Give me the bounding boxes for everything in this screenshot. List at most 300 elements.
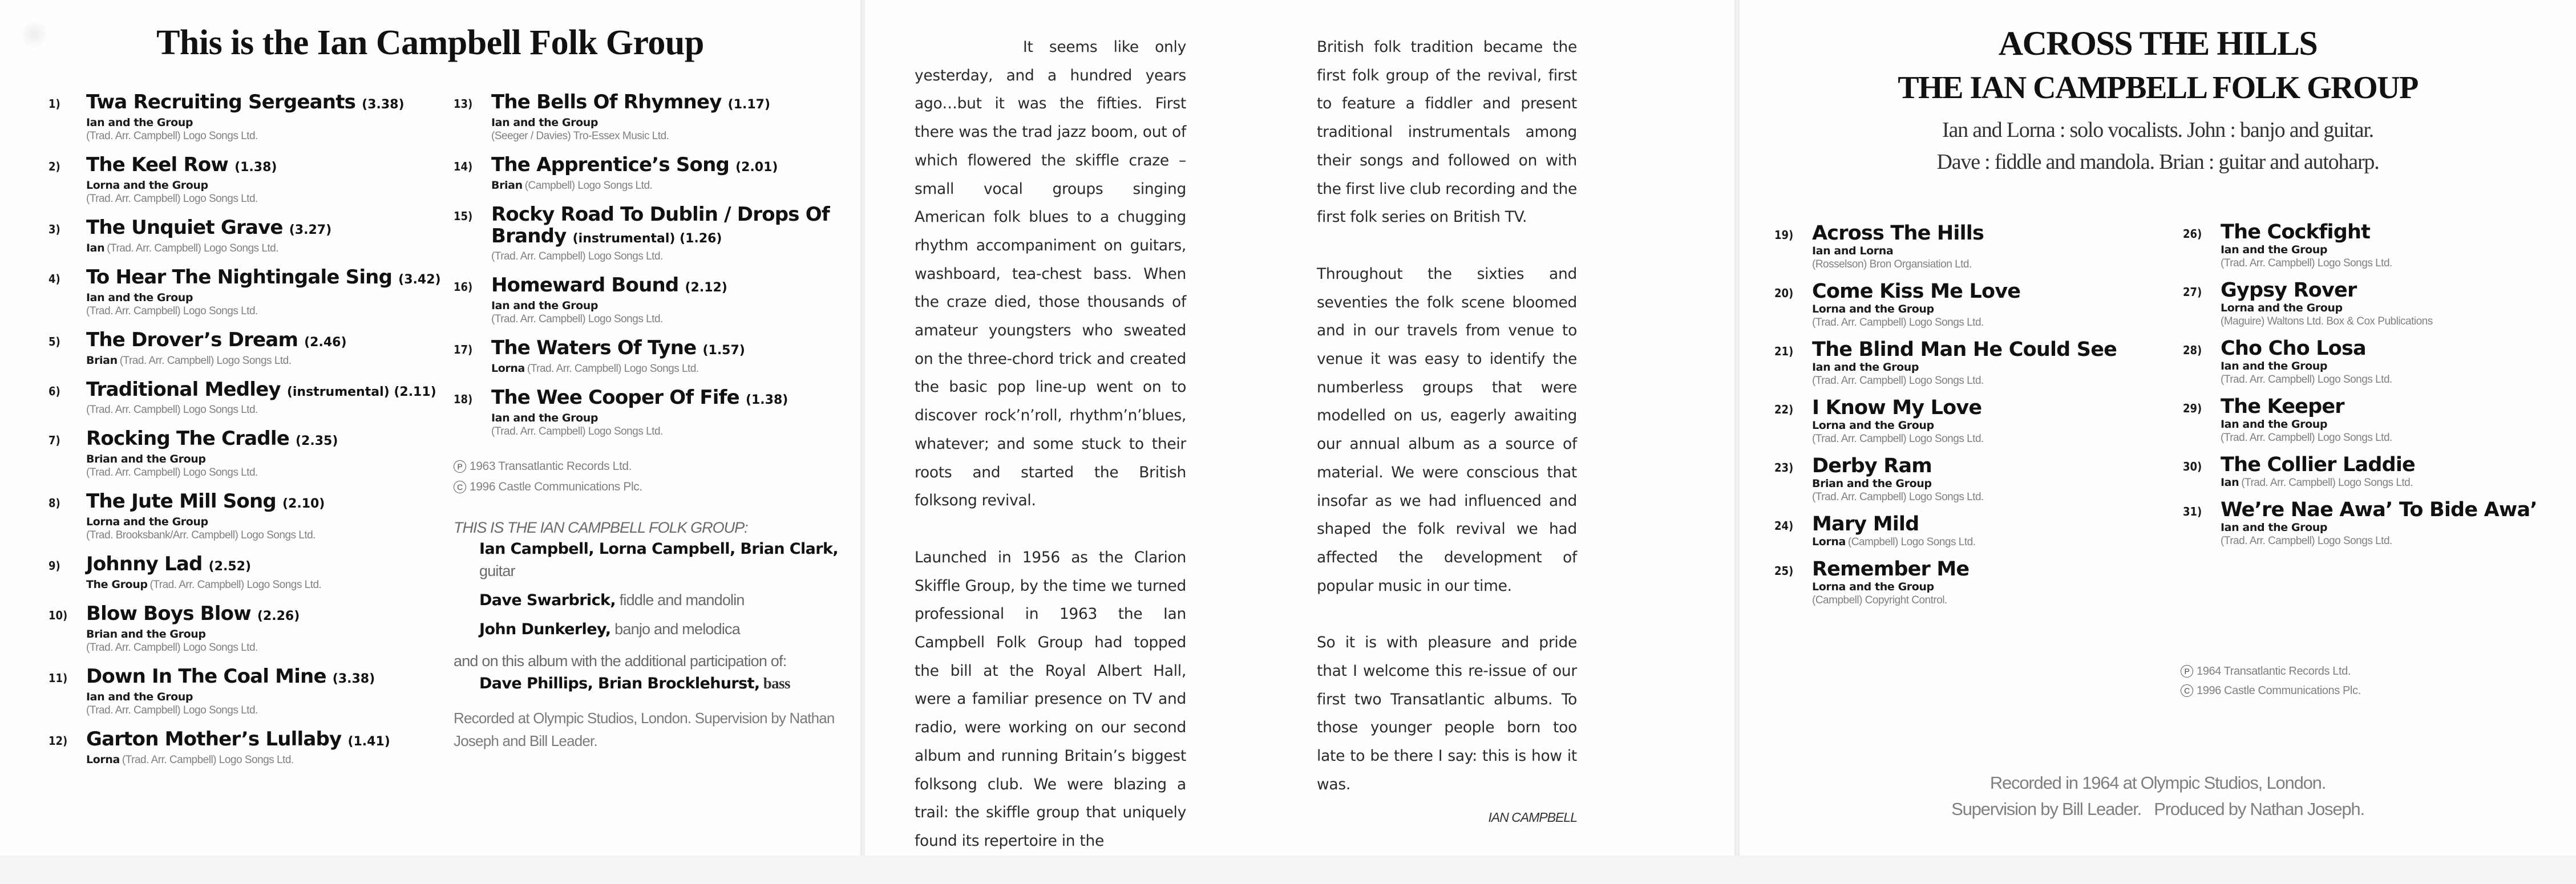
track-credit-line bbox=[491, 250, 853, 263]
group-lineup bbox=[454, 519, 853, 752]
track-number: 28) bbox=[2183, 343, 2202, 357]
track-performer: Brian and the Group bbox=[1812, 477, 1932, 490]
track-number: 14) bbox=[454, 160, 473, 173]
track-title: Remember Me bbox=[1812, 558, 1970, 581]
track-title: Traditional Medley bbox=[86, 378, 281, 401]
track-title: Come Kiss Me Love bbox=[1812, 280, 2021, 303]
track-publishing-credit: (Trad. Brooksbank/Arr. Campbell) Logo Songs Ltd. bbox=[86, 529, 316, 541]
track-performer-line bbox=[1812, 302, 2174, 316]
track-item bbox=[48, 603, 442, 655]
copyright-block bbox=[454, 456, 642, 497]
track-title: The Waters Of Tyne bbox=[491, 336, 697, 359]
track-duration: (3.38) bbox=[332, 672, 375, 686]
track-performer: Lorna and the Group bbox=[1812, 419, 1934, 432]
track-credit-line bbox=[2221, 315, 2571, 329]
tracklist-column bbox=[1774, 222, 2174, 617]
track-number: 18) bbox=[454, 392, 473, 406]
track-performer: Ian and the Group bbox=[491, 299, 598, 312]
track-credits-line bbox=[491, 362, 853, 376]
track-duration: (2.01) bbox=[735, 160, 778, 175]
track-number: 6) bbox=[48, 384, 60, 398]
track-title-line bbox=[1812, 222, 2174, 244]
track-credit-line bbox=[2221, 257, 2571, 270]
member-role: guitar bbox=[479, 562, 515, 579]
track-performer: Lorna and the Group bbox=[2221, 302, 2343, 314]
track-title: The Apprentice’s Song bbox=[491, 153, 730, 176]
track-credit-line bbox=[491, 425, 853, 439]
track-performer-line bbox=[491, 116, 853, 129]
member-names: Dave Swarbrick, bbox=[479, 591, 616, 609]
track-title: The Unquiet Grave bbox=[86, 216, 283, 239]
track-credit-line bbox=[86, 704, 442, 717]
track-credit-line bbox=[1812, 258, 2174, 271]
track-title-line bbox=[86, 379, 442, 403]
track-duration: (2.35) bbox=[296, 434, 338, 448]
track-item bbox=[48, 379, 442, 417]
track-publishing-credit: (Campbell) Logo Songs Ltd. bbox=[524, 180, 653, 192]
track-publishing-credit: (Trad. Arr. Campbell) Logo Songs Ltd. bbox=[107, 242, 279, 254]
track-performer: Brian and the Group bbox=[86, 628, 206, 640]
track-number: 17) bbox=[454, 343, 473, 356]
track-number: 13) bbox=[454, 97, 473, 111]
track-title: Down In The Coal Mine bbox=[86, 665, 326, 688]
track-duration: (1.41) bbox=[347, 735, 390, 749]
track-item bbox=[48, 428, 442, 480]
track-title-line bbox=[1812, 397, 2174, 419]
track-publishing-credit: (Trad. Arr. Campbell) Logo Songs Ltd. bbox=[86, 193, 258, 205]
track-number: 19) bbox=[1774, 228, 1794, 242]
track-performer: Ian bbox=[86, 242, 105, 254]
track-item bbox=[48, 91, 442, 143]
track-credit-line bbox=[491, 313, 853, 326]
track-title-line bbox=[491, 91, 853, 116]
track-performer: Ian and the Group bbox=[491, 116, 598, 129]
track-title: Rocking The Cradle bbox=[86, 427, 289, 450]
track-title-line bbox=[86, 553, 442, 578]
track-title-line bbox=[86, 603, 442, 627]
track-credit-line bbox=[86, 129, 442, 143]
track-item bbox=[2183, 454, 2571, 490]
track-number: 20) bbox=[1774, 286, 1794, 300]
track-item bbox=[454, 154, 853, 193]
track-credits-line bbox=[86, 753, 442, 767]
track-publishing-credit: (Trad. Arr. Campbell) Logo Songs Ltd. bbox=[86, 467, 258, 479]
track-number: 16) bbox=[454, 280, 473, 294]
track-title: The Keeper bbox=[2221, 395, 2344, 418]
member-role: banjo and melodica bbox=[610, 621, 740, 638]
track-item bbox=[1774, 397, 2174, 446]
track-performer: Lorna bbox=[1812, 536, 1846, 548]
track-title-line bbox=[2221, 499, 2571, 521]
track-item bbox=[1774, 513, 2174, 549]
track-title-line bbox=[491, 204, 853, 250]
track-number: 4) bbox=[48, 272, 60, 286]
recording-note-line: Supervision by Bill Leader. Produced by Nathan Joseph. bbox=[1951, 799, 2364, 819]
track-number: 31) bbox=[2183, 505, 2202, 518]
track-item bbox=[48, 154, 442, 206]
track-number: 30) bbox=[2183, 460, 2202, 473]
track-performer: Lorna and the Group bbox=[86, 516, 208, 528]
track-item bbox=[1774, 222, 2174, 271]
track-performer: Lorna bbox=[491, 362, 525, 375]
lineup-heading: THIS IS THE IAN CAMPBELL FOLK GROUP: bbox=[454, 519, 748, 536]
track-publishing-credit: (Campbell) Copyright Control. bbox=[1812, 594, 1947, 606]
track-title: The Collier Laddie bbox=[2221, 453, 2415, 476]
track-credit-line bbox=[1812, 594, 2174, 607]
track-publishing-credit: (Maguire) Waltons Ltd. Box & Cox Publications bbox=[2221, 315, 2433, 327]
track-number: 8) bbox=[48, 496, 60, 510]
phonogram-text: 1964 Transatlantic Records Ltd. bbox=[2197, 665, 2351, 678]
track-item bbox=[454, 387, 853, 439]
track-performer-line bbox=[86, 452, 442, 466]
copyright-text: 1996 Castle Communications Plc. bbox=[2197, 684, 2361, 697]
track-performer: Ian and the Group bbox=[2221, 418, 2328, 431]
track-duration: (2.12) bbox=[685, 281, 727, 295]
track-publishing-credit: (Trad. Arr. Campbell) Logo Songs Ltd. bbox=[86, 404, 258, 416]
track-title: The Blind Man He Could See bbox=[1812, 338, 2117, 361]
track-duration: (3.42) bbox=[398, 273, 441, 287]
track-performer-line bbox=[86, 179, 442, 192]
track-title: Rocky Road To Dublin / Drops Of Brandy bbox=[491, 203, 830, 248]
copyright-symbol-icon: C bbox=[454, 481, 466, 493]
track-item bbox=[2183, 279, 2571, 329]
track-item bbox=[48, 553, 442, 592]
track-title-line bbox=[1812, 281, 2174, 302]
tracklist-column bbox=[48, 91, 442, 778]
track-duration: (2.26) bbox=[257, 609, 300, 623]
track-number: 15) bbox=[454, 209, 473, 223]
track-performer: Ian and the Group bbox=[86, 291, 193, 304]
liner-notes-column bbox=[915, 33, 1186, 884]
track-title-line bbox=[86, 428, 442, 452]
track-number: 12) bbox=[48, 734, 68, 748]
track-publishing-credit: (Trad. Arr. Campbell) Logo Songs Ltd. bbox=[2221, 535, 2392, 547]
track-title-line bbox=[86, 329, 442, 354]
track-duration: (1.38) bbox=[234, 160, 277, 175]
track-title-line bbox=[86, 217, 442, 241]
booklet-title: This is the Ian Campbell Folk Group bbox=[156, 23, 704, 62]
track-title-line bbox=[2221, 396, 2571, 417]
track-publishing-credit: (Trad. Arr. Campbell) Logo Songs Ltd. bbox=[491, 250, 663, 262]
track-performer-line bbox=[1812, 244, 2174, 258]
track-duration: (1.17) bbox=[727, 98, 771, 112]
track-performer: Ian and the Group bbox=[2221, 244, 2328, 256]
recording-note bbox=[1740, 770, 2576, 822]
track-number: 24) bbox=[1774, 519, 1794, 533]
phonogram-line bbox=[2181, 662, 2361, 681]
track-performer-line bbox=[1812, 419, 2174, 432]
additional-members bbox=[454, 672, 853, 695]
track-credit-line bbox=[86, 305, 442, 318]
track-publishing-credit: (Seeger / Davies) Tro-Essex Music Ltd. bbox=[491, 130, 669, 142]
track-credit-line bbox=[491, 129, 853, 143]
track-number: 1) bbox=[48, 97, 60, 111]
track-title-line bbox=[86, 666, 442, 690]
track-item bbox=[2183, 499, 2571, 548]
track-item bbox=[454, 274, 853, 326]
track-title: The Wee Cooper Of Fife bbox=[491, 386, 739, 409]
track-performer: Lorna and the Group bbox=[1812, 303, 1934, 315]
track-publishing-credit: (Trad. Arr. Campbell) Logo Songs Ltd. bbox=[86, 305, 258, 317]
phonogram-line bbox=[454, 456, 642, 477]
liner-notes-column bbox=[1317, 33, 1577, 832]
track-credit-line bbox=[86, 466, 442, 480]
additional-member-names: Dave Phillips, Brian Brocklehurst, bbox=[479, 675, 760, 692]
track-publishing-credit: (Trad. Arr. Campbell) Logo Songs Ltd. bbox=[2221, 257, 2392, 269]
track-title: The Bells Of Rhymney bbox=[491, 91, 722, 113]
track-title-line bbox=[1812, 513, 2174, 535]
track-credit-line bbox=[2221, 431, 2571, 445]
phonogram-symbol-icon: P bbox=[454, 460, 466, 473]
track-number: 26) bbox=[2183, 227, 2202, 241]
track-number: 29) bbox=[2183, 402, 2202, 415]
track-publishing-credit: (Trad. Arr. Campbell) Logo Songs Ltd. bbox=[491, 425, 663, 437]
track-publishing-credit: (Trad. Arr. Campbell) Logo Songs Ltd. bbox=[119, 355, 292, 367]
track-duration: (1.38) bbox=[745, 393, 788, 407]
track-publishing-credit: (Campbell) Logo Songs Ltd. bbox=[1847, 536, 1976, 548]
track-duration: (instrumental) (1.26) bbox=[572, 232, 722, 246]
track-performer: Brian bbox=[491, 179, 523, 192]
track-title: I Know My Love bbox=[1812, 396, 1982, 419]
track-item bbox=[48, 490, 442, 542]
track-title-line bbox=[1812, 339, 2174, 360]
lineup-member bbox=[454, 538, 853, 582]
track-item bbox=[48, 728, 442, 767]
track-performer-line bbox=[86, 515, 442, 529]
track-credit-line bbox=[86, 641, 442, 655]
track-title-line bbox=[86, 490, 442, 515]
track-credit-line bbox=[1812, 432, 2174, 446]
track-number: 7) bbox=[48, 433, 60, 447]
track-performer-line bbox=[86, 690, 442, 704]
track-publishing-credit: (Rosselson) Bron Organsiation Ltd. bbox=[1812, 258, 1972, 270]
track-credits-line bbox=[2221, 476, 2571, 490]
track-title-line bbox=[2221, 338, 2571, 359]
essay-paragraph: British folk tradition became the first folk group of the revival, first to feature a fiddler and present traditional instrumentals among their songs and followed on with the first live club recording and the first folk series on British TV. bbox=[1317, 38, 1577, 226]
track-item bbox=[48, 329, 442, 368]
essay-paragraph: It seems like only yesterday, and a hundred years ago…but it was the fifties. First there was the trad jazz boom, out of which flowered the skiffle craze – small vocal groups singing American folk blues to a chugging rhythm accompaniment on guitars, washboard, tea-chest bass. When the craze died, those thousands of amateur youngsters who sweated on the three-chord trick and created the basic pop line-up went on to discover rock’n’roll, rhythm’n’blues, whatever; and some stuck to their roots and started the British folksong revival. bbox=[915, 38, 1186, 510]
track-performer: Ian and the Group bbox=[86, 116, 193, 129]
track-credits-line bbox=[1812, 535, 2174, 549]
track-credit-line bbox=[86, 403, 442, 417]
track-title-line bbox=[491, 154, 853, 179]
track-number: 25) bbox=[1774, 564, 1794, 578]
track-title: The Jute Mill Song bbox=[86, 490, 276, 513]
track-title-line bbox=[1812, 455, 2174, 477]
track-duration: (3.38) bbox=[362, 98, 405, 112]
track-title: Blow Boys Blow bbox=[86, 602, 251, 625]
track-performer-line bbox=[2221, 521, 2571, 534]
recording-note: Recorded at Olympic Studios, London. Supervision by Nathan Joseph and Bill Leader. bbox=[454, 709, 835, 749]
track-item bbox=[1774, 339, 2174, 388]
album-title: ACROSS THE HILLS bbox=[1998, 25, 2318, 62]
track-publishing-credit: (Trad. Arr. Campbell) Logo Songs Ltd. bbox=[86, 130, 258, 142]
phonogram-text: 1963 Transatlantic Records Ltd. bbox=[470, 460, 632, 473]
track-title-line bbox=[2221, 454, 2571, 476]
track-title-line bbox=[86, 91, 442, 116]
track-performer-line bbox=[2221, 359, 2571, 373]
track-performer-line bbox=[491, 299, 853, 313]
track-publishing-credit: (Trad. Arr. Campbell) Logo Songs Ltd. bbox=[86, 642, 258, 654]
track-performer-line bbox=[491, 411, 853, 425]
tracklist-column bbox=[2183, 221, 2571, 557]
track-number: 27) bbox=[2183, 285, 2202, 299]
track-publishing-credit: (Trad. Arr. Campbell) Logo Songs Ltd. bbox=[1812, 491, 1984, 503]
track-number: 23) bbox=[1774, 461, 1794, 475]
track-credit-line bbox=[1812, 316, 2174, 330]
track-item bbox=[2183, 396, 2571, 445]
track-title: To Hear The Nightingale Sing bbox=[86, 266, 393, 289]
track-number: 5) bbox=[48, 335, 60, 348]
track-title: Cho Cho Losa bbox=[2221, 337, 2366, 360]
track-credit-line bbox=[2221, 534, 2571, 548]
track-publishing-credit: (Trad. Arr. Campbell) Logo Songs Ltd. bbox=[1812, 375, 1984, 387]
track-publishing-credit: (Trad. Arr. Campbell) Logo Songs Ltd. bbox=[149, 579, 322, 591]
track-credit-line bbox=[86, 192, 442, 206]
track-item bbox=[48, 266, 442, 318]
track-publishing-credit: (Trad. Arr. Campbell) Logo Songs Ltd. bbox=[2221, 374, 2392, 386]
track-title-line bbox=[86, 728, 442, 753]
copyright-block bbox=[2181, 662, 2361, 700]
track-performer: Lorna and the Group bbox=[1812, 581, 1934, 593]
track-performer-line bbox=[86, 627, 442, 641]
track-credit-line bbox=[86, 529, 442, 542]
member-names: Ian Campbell, Lorna Campbell, Brian Clark, bbox=[479, 540, 839, 558]
track-duration: (1.57) bbox=[702, 343, 745, 358]
track-title: Across The Hills bbox=[1812, 222, 1984, 245]
track-credits-line bbox=[86, 578, 442, 592]
track-duration: (3.27) bbox=[289, 223, 332, 237]
copyright-symbol-icon: C bbox=[2181, 684, 2193, 697]
track-publishing-credit: (Trad. Arr. Campbell) Logo Songs Ltd. bbox=[86, 704, 258, 716]
track-title-line bbox=[1812, 558, 2174, 580]
track-publishing-credit: (Trad. Arr. Campbell) Logo Songs Ltd. bbox=[2241, 477, 2413, 489]
track-number: 3) bbox=[48, 222, 60, 236]
album-personnel bbox=[1740, 114, 2576, 178]
member-names: John Dunkerley, bbox=[479, 621, 611, 638]
track-number: 2) bbox=[48, 160, 60, 173]
track-duration: (2.52) bbox=[208, 559, 252, 574]
track-duration: (instrumental) (2.11) bbox=[286, 385, 436, 399]
track-title: Johnny Lad bbox=[86, 553, 203, 575]
track-title: The Cockfight bbox=[2221, 221, 2370, 244]
album-artist: THE IAN CAMPBELL FOLK GROUP bbox=[1898, 70, 2418, 106]
track-performer: Ian and the Group bbox=[1812, 361, 1919, 374]
track-credits-line bbox=[491, 179, 853, 193]
additional-participation-intro: and on this album with the additional participation of: bbox=[454, 652, 787, 670]
essay-paragraph: Throughout the sixties and seventies the folk scene bloomed and in our travels from venue to venue it was easy to identify the numberless groups that were modelled on us, eagerly awaiting our annual album as a source of material. We were conscious that insofar as we had influenced and shaped the folk revival we had affected the development of popular music in our time. bbox=[1317, 265, 1577, 595]
copyright-text: 1996 Castle Communications Plc. bbox=[470, 480, 642, 493]
track-publishing-credit: (Trad. Arr. Campbell) Logo Songs Ltd. bbox=[491, 313, 663, 325]
track-title-line bbox=[86, 154, 442, 179]
track-number: 21) bbox=[1774, 344, 1794, 358]
track-publishing-credit: (Trad. Arr. Campbell) Logo Songs Ltd. bbox=[1812, 317, 1984, 329]
track-item bbox=[1774, 558, 2174, 607]
track-number: 10) bbox=[48, 609, 68, 622]
track-performer: Ian and the Group bbox=[2221, 521, 2328, 534]
track-performer: Ian and the Group bbox=[86, 691, 193, 703]
track-performer: Lorna bbox=[86, 753, 120, 766]
panel-tracklist-first-album bbox=[0, 0, 860, 855]
track-title-line bbox=[491, 274, 853, 299]
track-title: The Drover’s Dream bbox=[86, 329, 298, 351]
track-item bbox=[2183, 221, 2571, 270]
track-title-line bbox=[86, 266, 442, 291]
track-publishing-credit: (Trad. Arr. Campbell) Logo Songs Ltd. bbox=[2221, 432, 2392, 444]
track-performer: Ian and the Group bbox=[491, 412, 598, 424]
track-number: 11) bbox=[48, 671, 68, 685]
track-performer: Ian and the Group bbox=[2221, 360, 2328, 372]
track-credit-line bbox=[1812, 374, 2174, 388]
track-performer-line bbox=[1812, 477, 2174, 490]
track-title: Twa Recruiting Sergeants bbox=[86, 91, 356, 113]
lineup-member bbox=[454, 589, 853, 611]
track-duration: (2.46) bbox=[304, 335, 347, 350]
track-credit-line bbox=[1812, 490, 2174, 504]
author-signature: IAN CAMPBELL bbox=[1488, 809, 1577, 825]
track-performer: Ian bbox=[2221, 476, 2239, 489]
track-title: Gypsy Rover bbox=[2221, 279, 2357, 302]
track-title-line bbox=[491, 387, 853, 411]
track-title-line bbox=[2221, 221, 2571, 243]
track-performer-line bbox=[2221, 417, 2571, 431]
track-item bbox=[454, 337, 853, 376]
track-item bbox=[1774, 281, 2174, 330]
track-number: 9) bbox=[48, 559, 60, 573]
track-item bbox=[454, 204, 853, 263]
member-role: fiddle and mandolin bbox=[615, 591, 745, 609]
track-title: Derby Ram bbox=[1812, 455, 1932, 477]
track-performer-line bbox=[86, 116, 442, 129]
recording-note-line: Recorded in 1964 at Olympic Studios, London. bbox=[1989, 773, 2326, 793]
track-performer: Brian bbox=[86, 354, 118, 367]
track-performer-line bbox=[2221, 301, 2571, 315]
track-credit-line bbox=[2221, 373, 2571, 387]
track-performer-line bbox=[2221, 243, 2571, 257]
track-credits-line bbox=[86, 241, 442, 256]
lineup-member bbox=[454, 618, 853, 640]
additional-member-role: bass bbox=[759, 675, 790, 692]
track-duration: (2.10) bbox=[282, 497, 325, 511]
phonogram-symbol-icon: P bbox=[2181, 665, 2193, 678]
personnel-line: Ian and Lorna : solo vocalists. John : banjo and guitar. bbox=[1942, 118, 2373, 142]
track-item bbox=[2183, 338, 2571, 387]
track-item bbox=[1774, 455, 2174, 504]
track-title: We’re Nae Awa’ To Bide Awa’ bbox=[2221, 498, 2537, 521]
personnel-line: Dave : fiddle and mandola. Brian : guitar and autoharp. bbox=[1936, 150, 2379, 174]
track-performer: Lorna and the Group bbox=[86, 179, 208, 192]
track-title: The Keel Row bbox=[86, 153, 229, 176]
track-publishing-credit: (Trad. Arr. Campbell) Logo Songs Ltd. bbox=[527, 363, 699, 375]
track-title-line bbox=[491, 337, 853, 362]
track-credits-line bbox=[86, 354, 442, 368]
essay-paragraph: So it is with pleasure and pride that I welcome this re-issue of our first two Transatlantic albums. To those younger people born too late to be there I say: this is how it was. bbox=[1317, 634, 1577, 793]
track-performer: Brian and the Group bbox=[86, 453, 206, 465]
track-number: 22) bbox=[1774, 403, 1794, 416]
track-title-line bbox=[2221, 279, 2571, 301]
track-item bbox=[48, 217, 442, 256]
track-performer-line bbox=[1812, 360, 2174, 374]
tracklist-column bbox=[454, 91, 853, 449]
track-item bbox=[454, 91, 853, 143]
track-item bbox=[48, 666, 442, 717]
track-title: Garton Mother’s Lullaby bbox=[86, 728, 342, 751]
track-title: Mary Mild bbox=[1812, 513, 1919, 536]
track-performer: The Group bbox=[86, 578, 148, 591]
track-title: Homeward Bound bbox=[491, 274, 679, 297]
track-performer: Ian and Lorna bbox=[1812, 245, 1894, 257]
copyright-line bbox=[2181, 681, 2361, 700]
